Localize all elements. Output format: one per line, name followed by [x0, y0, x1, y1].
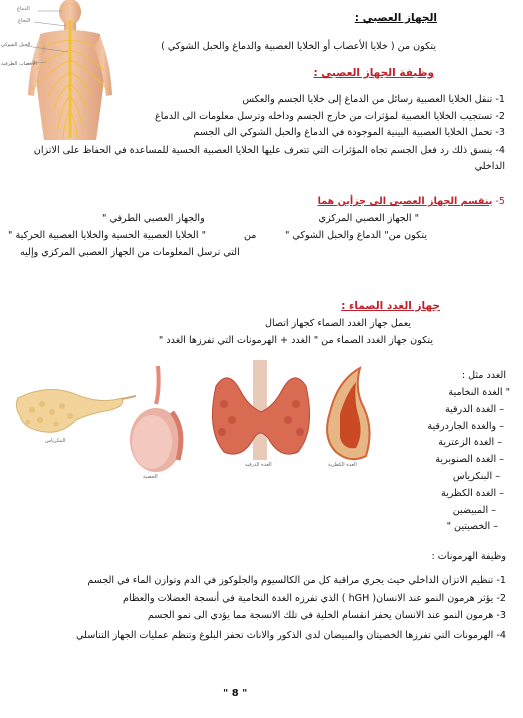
gland-item: – المبيضين: [452, 504, 496, 516]
figure-label-brain: الدماغ: [17, 6, 30, 12]
hormone-function-item: [6, 610, 506, 627]
hormone-function-item: [6, 575, 506, 593]
hormone-function-title: وظيفة الهرمونات :: [431, 551, 506, 562]
adrenal-image: [327, 368, 369, 459]
item-number: 3-: [496, 610, 506, 621]
division-line: [318, 196, 505, 207]
glands-illustration: [10, 360, 380, 480]
gland-item: – الغدة الزعترية: [438, 437, 502, 449]
gland-item: " الغدة النخامية: [448, 387, 510, 398]
page-number: " 8 ": [223, 688, 248, 699]
division-title: ينقسم الجهاز العصبي الى جزأين هما: [317, 196, 493, 207]
item-number: 4-: [495, 145, 505, 156]
peripheral-nervous-composition: " الخلايا العصبية الحسية والخلايا العصبية الحركية ": [8, 230, 207, 241]
central-nervous-name: " الجهاز العصبي المركزي: [318, 213, 419, 224]
item-number: 3-: [495, 127, 505, 138]
hormone-function-item: [6, 627, 506, 644]
nervous-function-item: [15, 94, 505, 111]
item-number: 1-: [496, 575, 506, 586]
glands-list: [380, 387, 510, 538]
gland-item: – الغدة الكظرية: [440, 487, 504, 499]
nervous-function-title: وظيفة الجهاز العصبي :: [313, 67, 434, 79]
nervous-function-item: [15, 111, 505, 127]
central-nervous-composition: يتكون من" الدماغ والحبل الشوكي ": [284, 230, 427, 241]
nervous-system-title: الجهاز العصبي :: [354, 12, 437, 24]
glands-examples-title: الغدد مثل :: [461, 370, 506, 381]
gland-item: – الخصيتين ": [446, 521, 498, 533]
peripheral-nervous-name: والجهاز العصبي الطرفي ": [102, 213, 205, 224]
item-text: الهرمونات التي تفرزها الخصيتان والمبيضان لدى الذكور والاناث تحفز البلوغ وتنظم عمليات الجهاز التناسلي: [76, 630, 494, 641]
division-number: 5-: [495, 196, 505, 207]
endocrine-line-1: يعمل جهاز الغدد الصماء كجهاز اتصال: [265, 318, 411, 329]
peripheral-from-label: من: [244, 230, 257, 241]
testis-label: الخصية: [143, 474, 158, 480]
nervous-function-item: [15, 143, 505, 175]
figure-label-spinal-cord: الحبل الشوكي: [1, 42, 31, 48]
pancreas-image: [16, 389, 136, 432]
hormone-function-list: [6, 575, 506, 644]
nervous-system-definition: يتكون من ( خلايا الأعصاب أو الخلايا العصبية والدماغ والحبل الشوكي ): [161, 41, 436, 52]
item-text: تستجيب الخلايا العصبية لمؤثرات من خارج الجسم وداخله وترسل معلومات الى الدماغ: [154, 111, 493, 122]
item-text: ينسق ذلك رد فعل الجسم تجاه المؤثرات التي تتعرف عليها الخلايا العصبية الحسية للمساعدة في الحفاظ على الاتزان الداخلي: [33, 145, 505, 172]
hormone-function-item: [6, 593, 506, 610]
item-number: 4-: [496, 630, 506, 641]
figure-label-medulla: النخاع: [18, 18, 31, 24]
endocrine-line-2: يتكون جهاز الغدد الصماء من " الغدد + الهرمونات التي تفرزها الغدد ": [158, 335, 433, 346]
peripheral-nervous-role: التي ترسل المعلومات من الجهاز العصبي المركزي وإليه: [20, 247, 240, 258]
thyroid-image: [212, 360, 309, 460]
testis-image: [130, 366, 182, 472]
item-text: تنقل الخلايا العصبية رسائل من الدماغ إلى خلايا الجسم والعكس: [242, 94, 493, 105]
nervous-function-list: [15, 94, 505, 175]
item-number: 2-: [495, 111, 505, 122]
item-text: يؤثر هرمون النمو عند الانسان( hGH ) الذي تفرزه الغدة النخامية في أنسجة العضلات والعظام: [123, 593, 494, 604]
item-text: هرمون النمو عند الانسان يحفز انقسام الخلية في تلك الانسجة مما يؤدي الى نمو الجسم: [147, 610, 494, 621]
gland-item: – الغدة الصنوبرية: [435, 454, 504, 466]
endocrine-title: جهاز الغدد الصماء :: [341, 300, 440, 312]
adrenal-label: الغدة الكظرية: [328, 462, 357, 468]
gland-item: – الغدة الدرقية: [444, 403, 504, 415]
pancreas-label: البنكرياس: [45, 438, 66, 444]
gland-item: – البنكرياس: [452, 470, 500, 482]
gland-item: – والغدة الجاردرقية: [427, 420, 504, 432]
item-number: 2-: [496, 593, 506, 604]
item-number: 1-: [495, 94, 505, 105]
item-text: تحمل الخلايا العصبية البينية الموجودة في الدماغ والحبل الشوكي الى الجسم: [193, 127, 493, 138]
nervous-function-item: [15, 127, 505, 143]
item-text: تنظيم الاتزان الداخلي حيث يجري مراقبة كل من الكالسيوم والجلوكوز في الدم وتوازن الماء في الجسم: [87, 575, 494, 586]
figure-label-peripheral-nerves: الأعصاب الطرفية: [1, 61, 37, 67]
thyroid-label: الغدة الدرقية: [245, 462, 272, 468]
